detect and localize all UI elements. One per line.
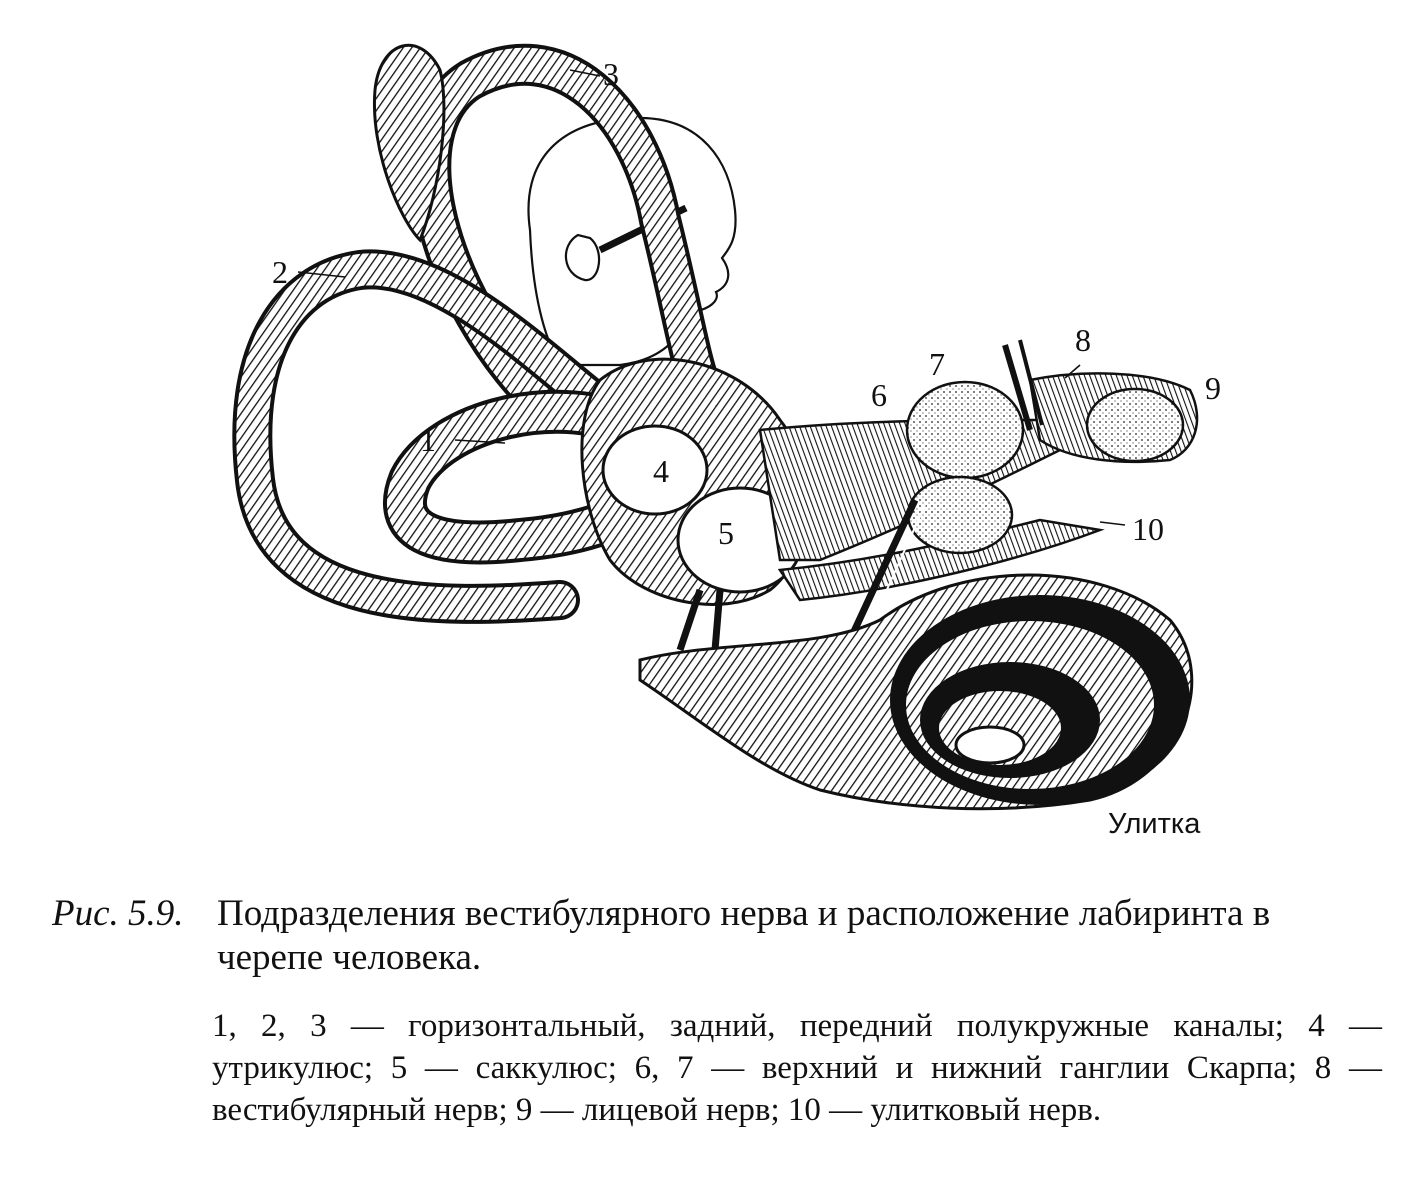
label-2: 2	[272, 254, 288, 290]
label-5: 5	[718, 515, 734, 551]
cochlea	[640, 575, 1192, 809]
caption-legend: 1, 2, 3 — горизонтальный, задний, передний полукружные каналы; 4 — утрикулюс; 5 — саккулюс; 6, 7 — верхний и нижний ганглии Скарпа; 8 — вестибулярный нерв; 9 — лицевой нерв; 10 — улитковый нерв.	[212, 1008, 1382, 1128]
scarpa-ganglion-inferior	[908, 477, 1012, 553]
label-7: 7	[929, 346, 945, 382]
label-9: 9	[1205, 370, 1221, 406]
label-6: 6	[871, 377, 887, 413]
label-8: 8	[1075, 322, 1091, 358]
label-4: 4	[653, 453, 669, 489]
scarpa-ganglion-superior	[907, 382, 1023, 478]
label-1: 1	[420, 422, 436, 458]
label-10: 10	[1132, 511, 1164, 547]
label-3: 3	[603, 56, 619, 92]
caption-title: Подразделения вестибулярного нерва и расположение лабиринта в черепе человека.	[217, 893, 1271, 978]
caption-prefix: Рис. 5.9.	[52, 893, 184, 934]
cochlea-label: Улитка	[1108, 808, 1201, 840]
